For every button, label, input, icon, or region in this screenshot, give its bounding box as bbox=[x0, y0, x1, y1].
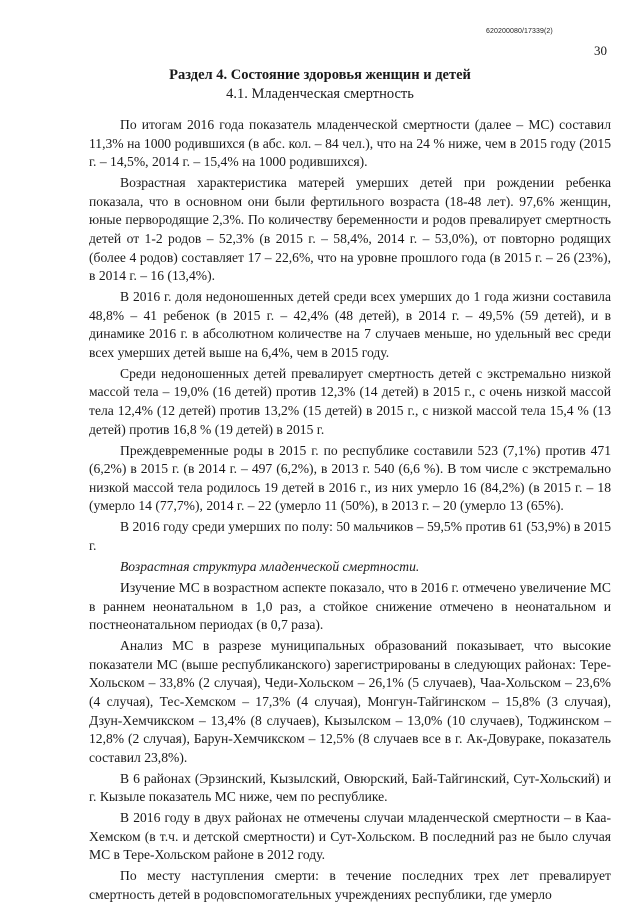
section-title: Раздел 4. Состояние здоровья женщин и детей bbox=[169, 67, 471, 83]
paragraph: По итогам 2016 года показатель младенческой смертности (далее – МС) составил 11,3% на 1000 родившихся (в абс. кол. – 84 чел.), что на 24 % ниже, чем в 2015 году (2015 г. – 14,5%, 2014 г. – 15,4% на 1000 родившихся). bbox=[89, 117, 611, 170]
section-subtitle: 4.1. Младенческая смертность bbox=[226, 86, 414, 102]
subsection-heading: Возрастная структура младенческой смертности. bbox=[120, 559, 420, 574]
paragraph: Анализ МС в разрезе муниципальных образований показывает, что высокие показатели МС (выше республиканского) зарегистрированы в следующих районах: Тере-Хольском – 33,8% (2 случая), Чеди-Хольском – 26,1% (5 случаев), Чаа-Хольском – 23,6% (4 случая), Тес-Хемском – 17,3% (4 случая), Монгун-Тайгинском – 15,8% (3 случая), Дзун-Хемчикском – 13,4% (8 случаев), Кызылском – 13,0% (10 случаев), Тоджинском – 12,8% (2 случая), Барун-Хемчикском – 12,5% (8 случаев все в г. Ак-Довураке, показатель составил 23,8%). bbox=[89, 638, 611, 765]
paragraph: Изучение МС в возрастном аспекте показало, что в 2016 г. отмечено увеличение МС в раннем неонатальном в 1,0 раз, а стойкое снижение отмечено в неонатальном и постнеонатальном периодах (в 0,7 раза). bbox=[89, 579, 611, 633]
paragraph: В 2016 г. доля недоношенных детей среди всех умерших до 1 года жизни составила 48,8% – 41 ребенок (в 2015 г. – 42,4% (48 детей), в 2014 г. – 49,5% (59 детей), и в динамике 2016 г. в абсолютном количестве на 7 случаев меньше, но удельный вес среди всех умерших детей выше на 6,4%, чем в 2015 году. bbox=[89, 289, 611, 360]
paragraph: В 6 районах (Эрзинский, Кызылский, Овюрский, Бай-Тайгинский, Сут-Хольский) и г. Кызыле показатель МС ниже, чем по республике. bbox=[89, 770, 611, 805]
paragraph: В 2016 году в двух районах не отмечены случаи младенческой смертности – в Каа-Хемском (в т.ч. и детской смертности) и Сут-Хольском. В последний раз не было случая МС в Тере-Хольском районе в 2012 году. bbox=[89, 810, 611, 863]
paragraph: Преждевременные роды в 2015 г. по республике составили 523 (7,1%) против 471 (6,2%) в 2015 г. (в 2014 г. – 497 (6,2%), в 2013 г. 540 (6,6 %). В том числе с экстремально низкой массой тела родилось 19 детей в 2016 г., из них умерло 16 (84,2%) (в 2015 г. – 18 (умерло 14 (77,7%), 2014 г. – 22 (умерло 11 (50%), в 2013 г. – 20 (умерло 13 (65%). bbox=[89, 442, 611, 514]
paragraph: Среди недоношенных детей превалирует смертность детей с экстремально низкой массой тела – 19,0% (16 детей) против 12,3% (14 детей) в 2015 г., с очень низкой массой тела 12,4% (12 детей) против 13,2% (15 детей) в 2015 г., с низкой массой тела 15,4 % (13 детей) против 16,8 % (19 детей) в 2015 г. bbox=[89, 365, 611, 437]
document-body bbox=[89, 116, 611, 907]
page-number: 30 bbox=[594, 43, 607, 58]
paragraph: По месту наступления смерти: в течение последних трех лет превалирует смертность детей в родовспомогательных учреждениях республики, где умерло bbox=[89, 868, 611, 903]
paragraph: В 2016 году среди умерших по полу: 50 мальчиков – 59,5% против 61 (53,9%) в 2015 г. bbox=[89, 519, 611, 554]
paragraph: Возрастная характеристика матерей умерших детей при рождении ребенка показала, что в основном они были фертильного возраста (18-48 лет). 97,6% женщин, юные первородящие 2,3%. По количеству беременности и родов превалирует смертность детей от 1-2 родов – 52,3% (в 2015 г. – 58,4%, 2014 г. – 53,0%), от повторно родящих (более 4 родов) составляет 17 – 22,6%, что на уровне прошлого года (в 2015 г. – 26 (23%), в 2014 г. – 16 (13,4%). bbox=[89, 175, 611, 284]
document-id: 620200080/17339(2) bbox=[486, 28, 553, 35]
